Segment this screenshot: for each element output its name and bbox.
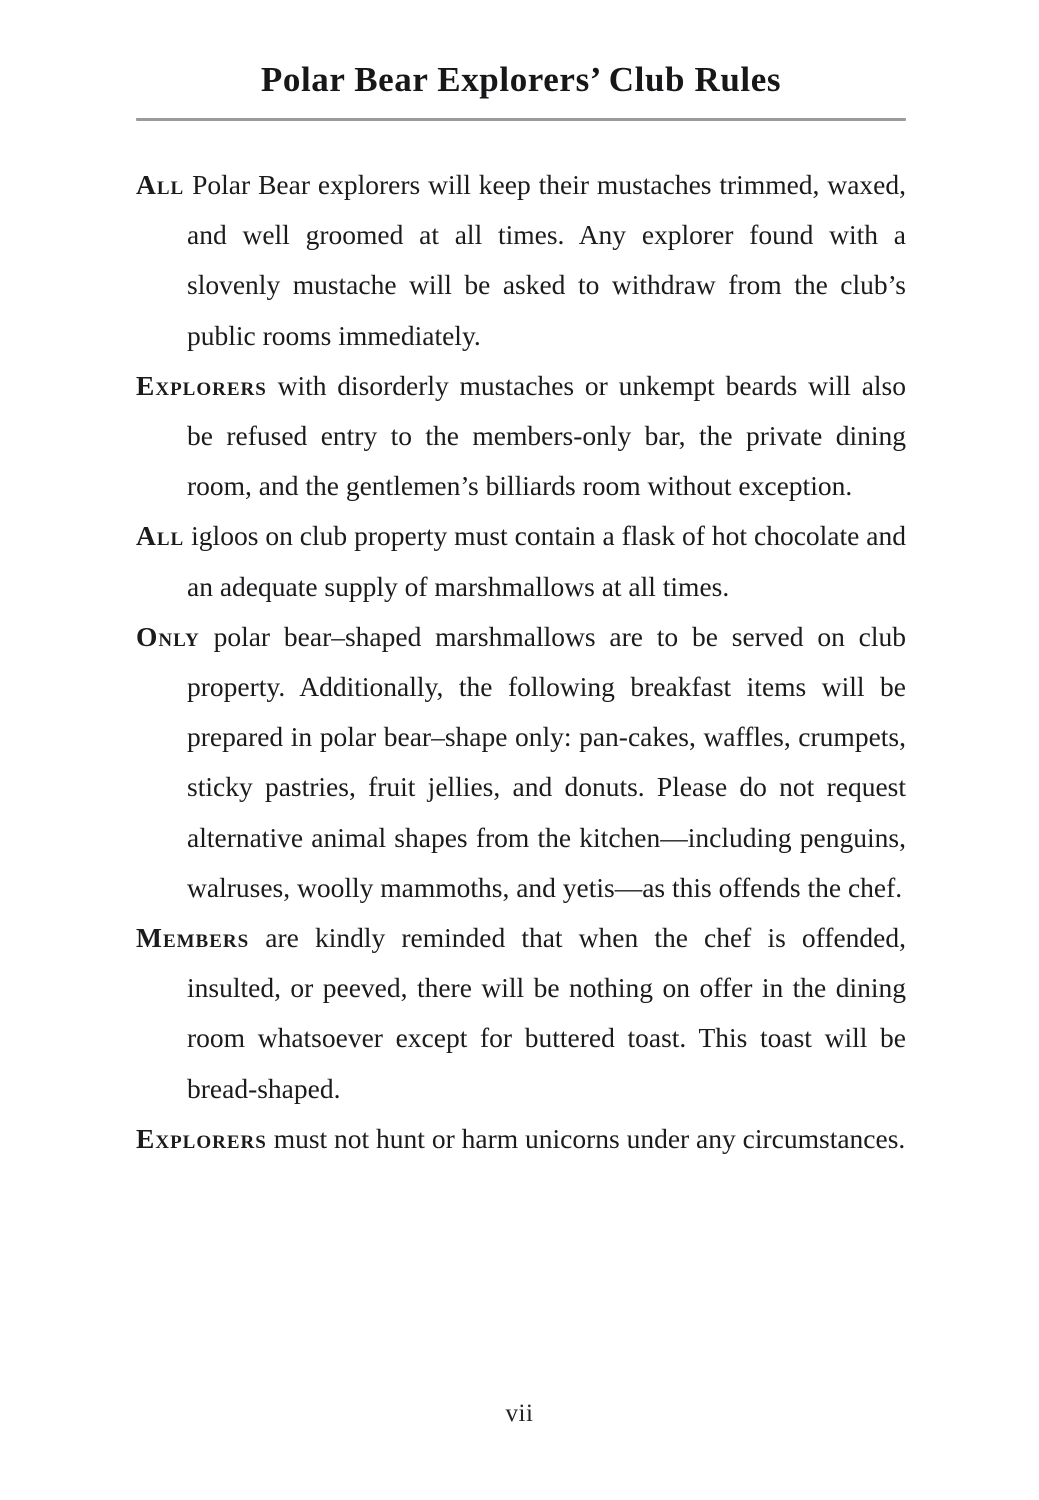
rule-lead-word: All — [136, 169, 185, 200]
rule-paragraph — [136, 361, 906, 512]
page-title: Polar Bear Explorers’ Club Rules — [260, 60, 782, 99]
page-number: vii — [505, 1400, 534, 1427]
rule-text: Polar Bear explorers will keep their mustaches trimmed, waxed, and well groomed at all times. Any explorer found with a slovenly mustache will be asked to withdraw from the club’s public rooms immediately. — [184, 169, 906, 351]
rule-paragraph — [136, 160, 906, 361]
rule-lead-word: Members — [136, 922, 250, 954]
title-block — [136, 60, 906, 99]
rule-paragraph — [136, 913, 906, 1114]
rule-text: polar bear–shaped marshmallows are to be served on club property. Additionally, the following breakfast items will be prepared in polar bear–shape only: pan-cakes, waffles, crumpets, sticky pastries, fruit jellies, and donuts. Please do not request alternative animal shapes from the kitchen—including penguins, walruses, woolly mammoths, and yetis—as this offends the chef. — [187, 620, 906, 903]
rule-text: igloos on club property must contain a flask of hot chocolate and an adequate supply of marshmallows at all times. — [184, 520, 906, 602]
rule-paragraph — [136, 612, 906, 913]
rules-list — [136, 160, 906, 1164]
rule-lead-word: Only — [136, 620, 200, 652]
rule-text: are kindly reminded that when the chef is offended, insulted, or peeved, there will be nothing on offer in the dining room whatsoever except for buttered toast. This toast will be bread-shaped. — [187, 922, 906, 1104]
rule-paragraph — [136, 1114, 906, 1164]
title-divider-rule — [136, 118, 906, 121]
rule-lead-word: All — [136, 520, 185, 552]
rule-lead-word: Explorers — [136, 1122, 267, 1154]
rule-text: with disorderly mustaches or unkempt beards will also be refused entry to the members-only bar, the private dining room, and the gentlemen’s billiards room without exception. — [187, 369, 906, 502]
rule-paragraph — [136, 511, 906, 611]
rule-text: must not hunt or harm unicorns under any circumstances. — [266, 1122, 906, 1154]
rule-lead-word: Explorers — [136, 369, 267, 401]
